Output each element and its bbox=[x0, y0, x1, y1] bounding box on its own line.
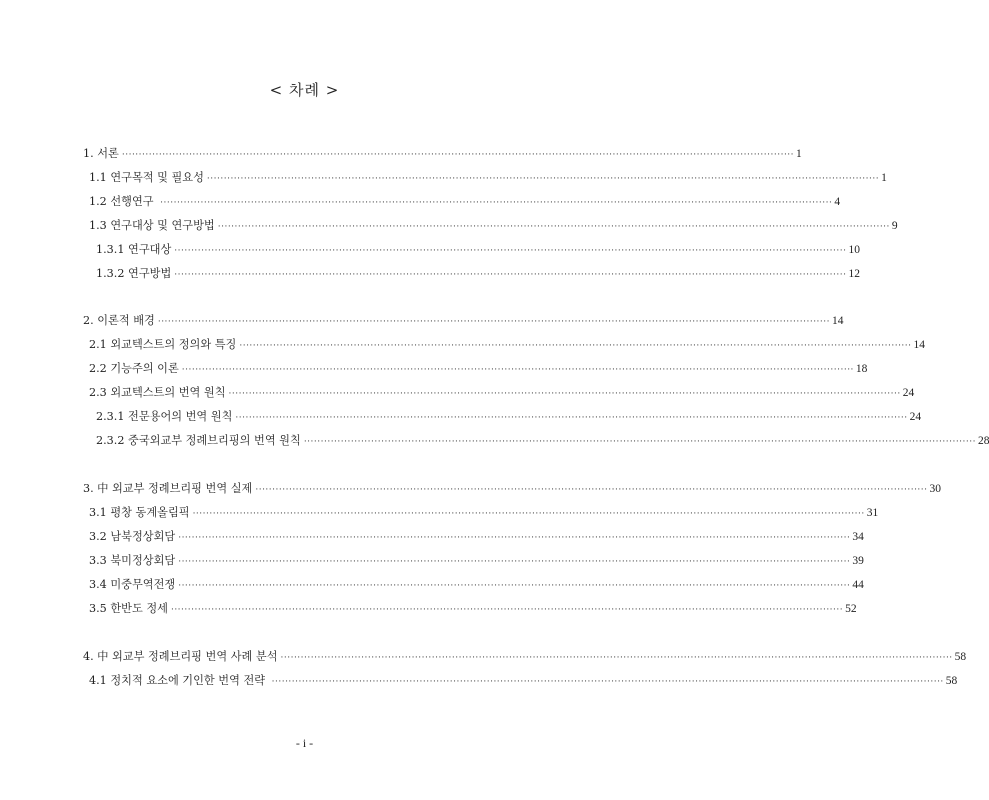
toc-entry-label: 3.1 평창 동계올림픽 bbox=[89, 506, 190, 519]
dot-leader: ········································································································································································································ bbox=[217, 222, 890, 232]
toc-entry-label: 2.3 외교텍스트의 번역 원칙 bbox=[89, 386, 226, 399]
toc-entry-label: 2.3.1 전문용어의 번역 원칙 bbox=[96, 410, 233, 423]
page-number-footer: - i - bbox=[295, 736, 314, 750]
toc-entry-label: 3.2 남북정상회담 bbox=[89, 530, 176, 543]
toc-entry-label: 3. 中 외교부 정례브리핑 번역 실제 bbox=[83, 482, 253, 495]
dot-leader: ········································································································································································································ bbox=[181, 365, 854, 375]
toc-entry[interactable] bbox=[89, 601, 857, 617]
toc-entry-page: 4 bbox=[834, 196, 841, 208]
toc-entry[interactable] bbox=[89, 577, 864, 593]
toc-entry-label: 2. 이론적 배경 bbox=[83, 314, 155, 327]
toc-entry-label: 1.1 연구목적 및 필요성 bbox=[89, 171, 204, 184]
dot-leader: ········································································································································································································ bbox=[303, 437, 976, 447]
toc-entry-page: 34 bbox=[852, 531, 864, 543]
toc-entry[interactable] bbox=[89, 361, 868, 377]
toc-entry-page: 1 bbox=[796, 148, 802, 160]
toc-entry[interactable] bbox=[96, 266, 860, 282]
toc-entry[interactable] bbox=[83, 649, 967, 665]
toc-entry[interactable] bbox=[83, 146, 802, 162]
toc-entry-label: 2.3.2 중국외교부 정례브리핑의 번역 원칙 bbox=[96, 434, 301, 447]
toc-entry-page: 58 bbox=[954, 651, 967, 663]
dot-leader: ········································································································································································································ bbox=[178, 557, 851, 567]
toc-entry[interactable] bbox=[89, 529, 864, 545]
toc-entry-label: 2.2 기능주의 이론 bbox=[89, 362, 179, 375]
toc-entry-label: 4.1 정치적 요소에 기인한 번역 전략 bbox=[89, 674, 269, 687]
toc-entry-page: 58 bbox=[945, 675, 958, 687]
dot-leader: ········································································································································································································ bbox=[178, 581, 851, 591]
dot-leader: ········································································································································································································ bbox=[235, 413, 908, 423]
toc-entry[interactable] bbox=[96, 433, 989, 449]
toc-entry[interactable] bbox=[89, 194, 841, 210]
dot-leader: ········································································································································································································ bbox=[174, 246, 847, 256]
toc-entry[interactable] bbox=[96, 242, 860, 258]
dot-leader: ········································································································································································································ bbox=[239, 341, 912, 351]
toc-entry-label: 4. 中 외교부 정례브리핑 번역 사례 분석 bbox=[83, 650, 278, 663]
toc-entry-page: 44 bbox=[852, 579, 864, 591]
toc-entry-page: 9 bbox=[891, 220, 898, 232]
toc-entry[interactable] bbox=[89, 505, 879, 521]
dot-leader: ········································································································································································································ bbox=[280, 653, 953, 663]
dot-leader: ········································································································································································································ bbox=[121, 150, 795, 160]
toc-entry[interactable] bbox=[89, 553, 864, 569]
toc-entry-page: 30 bbox=[929, 483, 942, 495]
toc-title: < 차례 > bbox=[269, 81, 340, 99]
dot-leader: ········································································································································································································ bbox=[192, 509, 865, 519]
toc-entry[interactable] bbox=[89, 337, 926, 353]
toc-entry-page: 28 bbox=[977, 435, 989, 447]
toc-entry-label: 1.3.1 연구대상 bbox=[96, 243, 172, 256]
dot-leader: ········································································································································································································ bbox=[206, 174, 880, 184]
toc-entry-label: 3.5 한반도 정세 bbox=[89, 602, 168, 615]
toc-entry-page: 14 bbox=[832, 315, 844, 327]
toc-entry[interactable] bbox=[89, 170, 887, 186]
dot-leader: ········································································································································································································ bbox=[160, 198, 833, 208]
dot-leader: ········································································································································································································ bbox=[255, 485, 928, 495]
toc-entry-label: 2.1 외교텍스트의 정의와 특징 bbox=[89, 338, 237, 351]
dot-leader: ········································································································································································································ bbox=[170, 605, 844, 615]
dot-leader: ········································································································································································································ bbox=[174, 270, 847, 280]
dot-leader: ········································································································································································································ bbox=[271, 677, 944, 687]
toc-entry-page: 10 bbox=[848, 244, 860, 256]
dot-leader: ········································································································································································································ bbox=[228, 389, 901, 399]
toc-entry-label: 3.3 북미정상회담 bbox=[89, 554, 176, 567]
toc-entry[interactable] bbox=[83, 313, 844, 329]
toc-entry-page: 18 bbox=[855, 363, 868, 375]
toc-entry-label: 1.3.2 연구방법 bbox=[96, 267, 172, 280]
toc-entry[interactable] bbox=[89, 673, 958, 689]
dot-leader: ········································································································································································································ bbox=[157, 317, 830, 327]
dot-leader: ········································································································································································································ bbox=[178, 533, 851, 543]
toc-entry-page: 39 bbox=[852, 555, 864, 567]
toc-entry-page: 24 bbox=[909, 411, 922, 423]
toc-entry[interactable] bbox=[89, 218, 898, 234]
toc-entry[interactable] bbox=[83, 481, 942, 497]
toc-entry-page: 31 bbox=[866, 507, 879, 519]
toc-entry-page: 12 bbox=[848, 268, 860, 280]
toc-entry[interactable] bbox=[89, 385, 915, 401]
toc-entry-page: 14 bbox=[913, 339, 926, 351]
toc-entry[interactable] bbox=[96, 409, 922, 425]
toc-entry-label: 1.3 연구대상 및 연구방법 bbox=[89, 219, 215, 232]
toc-entry-label: 3.4 미중무역전쟁 bbox=[89, 578, 176, 591]
toc-entry-label: 1.2 선행연구 bbox=[89, 195, 158, 208]
toc-entry-page: 1 bbox=[881, 172, 887, 184]
toc-entry-label: 1. 서론 bbox=[83, 147, 119, 160]
toc-entry-page: 24 bbox=[902, 387, 915, 399]
toc-entry-page: 52 bbox=[845, 603, 857, 615]
